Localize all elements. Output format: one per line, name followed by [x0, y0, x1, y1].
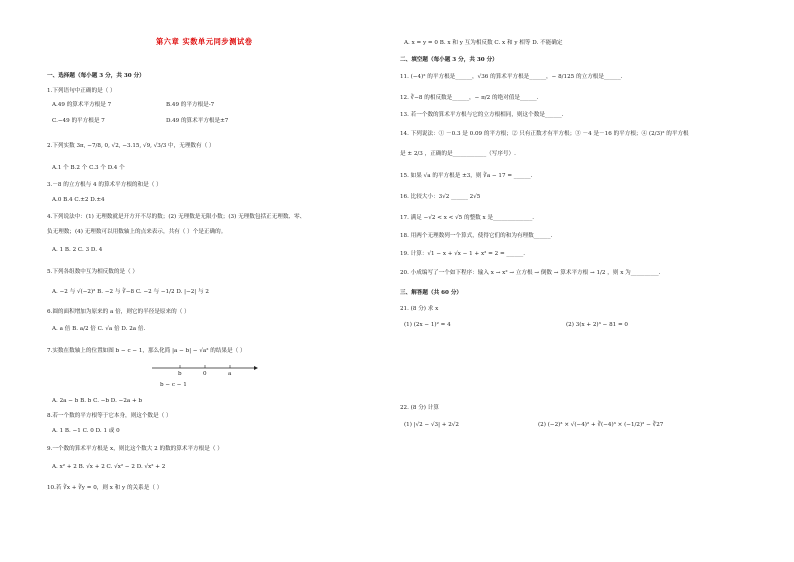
question-14-line-2: 是 ± 2/3 ，正确的是____________（写序号）.: [400, 151, 516, 157]
question-6-options: A. a 倍 B. a/2 倍 C. √a 倍 D. 2a 倍.: [52, 326, 146, 332]
question-10-options: A. x = y = 0 B. x 和 y 互为相反数 C. x 和 y 相等 D. 不能确定: [404, 40, 563, 46]
question-22: 22. (8 分) 计算: [400, 405, 439, 411]
question-8-options: A. 1 B. −1 C. 0 D. 1 或 0: [52, 428, 120, 434]
section-heading-fill: 二、填空题（每小题 3 分，共 30 分）: [400, 57, 498, 63]
question-18: 18. 用两个无理数列一个算式，使得它们的和为有理数______.: [400, 233, 553, 239]
section-heading-solve: 三、解答题（共 60 分）: [400, 290, 463, 296]
question-7: 7.实数在数轴上的位置如图 b − c − 1，那么化简 |a − b| − √a² 的结果是（ ）: [47, 348, 246, 354]
question-21-part-2: (2) 3(x + 2)³ − 81 = 0: [566, 322, 628, 328]
axis-arrow: [254, 366, 258, 370]
question-21-part-1: (1) (2x − 1)² = 4: [404, 322, 451, 328]
question-16: 16. 比较大小：3√2 ______ 2√5: [400, 194, 481, 200]
axis-label-b: b: [178, 371, 182, 377]
option-d: D.49 的算术平方根是±7: [166, 118, 229, 124]
question-4-line-1: 4.下列说法中：(1) 无理数就是开方开不尽的数；(2) 无理数是无限小数；(3) 无理数包括正无理数、零、: [47, 214, 306, 220]
question-8: 8.若一个数的平方根等于它本身，则这个数是（ ）: [47, 413, 172, 419]
question-9-options: A. x² + 2 B. √x + 2 C. √x² − 2 D. √x² + 2: [52, 464, 166, 470]
axis-bottom-label: b − c − 1: [160, 382, 187, 388]
question-5: 5.下列各组数中互为相反数的是（ ）: [47, 269, 139, 275]
question-7-options: A. 2a − b B. b C. −b D. −2a + b: [52, 398, 143, 404]
option-a: A.49 的算术平方根是 7: [52, 102, 112, 108]
option-c: C.−49 的平方根是 7: [52, 118, 105, 124]
question-1: 1.下列语句中正确的是（ ）: [47, 88, 116, 94]
question-22-part-2: (2) (−2)³ × √(−4)² + ∛(−4)³ × (−1/2)² − ∛27: [538, 422, 664, 428]
question-2: 2.下列实数 3π, −7/8, 0, √2, −3.15, √9, √3/3 中，无理数有（ ）: [47, 143, 215, 149]
question-22-part-1: (1) |√2 − √3| + 2√2: [404, 422, 459, 428]
question-13: 13. 若一个数的算术平方根与它的立方根相同，则这个数是______.: [400, 112, 564, 118]
question-4-options: A. 1 B. 2 C. 3 D. 4: [52, 247, 103, 253]
option-b: B.49 的平方根是-7: [166, 102, 215, 108]
question-20: 20. 小成编写了一个如下程序：输入 x → x² → 立方根 → 倒数 → 算术平方根 → 1/2 ，则 x 为__________.: [400, 270, 661, 276]
axis-label-a: a: [228, 371, 232, 377]
question-2-options: A.1 个 B.2 个 C.3 个 D.4 个: [52, 165, 125, 171]
page-title: 第六章 实数单元同步测试卷: [156, 37, 253, 46]
question-15: 15. 如果 √a 的平方根是 ±3，则 ∛a − 17 = ______.: [400, 173, 533, 179]
question-9: 9.一个数的算术平方根是 x，则比这个数大 2 的数的算术平方根是（ ）: [47, 446, 223, 452]
question-10: 10.若 ∛x + ∛y = 0，则 x 和 y 的关系是（ ）: [47, 485, 163, 491]
question-3: 3.－8 的立方根与 4 的算术平方根的和是（ ）: [47, 182, 162, 188]
question-5-options: A. −2 与 √(−2)² B. −2 与 ∛−8 C. −2 与 −1/2 D. |−2| 与 2: [52, 289, 209, 295]
question-14-line-1: 14. 下列说法：① －0.3 是 0.09 的平方根；② 只有正数才有平方根；③ －4 是－16 的平方根；④ (2/3)² 的平方根: [400, 131, 689, 137]
question-11: 11. (−4)² 的平方根是______，√36 的算术平方根是______，− 8/125 的立方根是______.: [400, 74, 623, 80]
section-heading-choice: 一、选择题（每小题 3 分，共 30 分）: [47, 73, 145, 79]
question-12: 12. ∛−8 的相反数是______，− π/2 的绝对值是______.: [400, 95, 539, 101]
question-19: 19. 计算：√1 − x + √x − 1 + x² = 2 = ______.: [400, 251, 525, 257]
question-17: 17. 满足 −√2 < x < √5 的整数 x 是______________.: [400, 215, 535, 221]
axis-label-0: 0: [203, 371, 207, 377]
question-21: 21. (8 分) 求 x: [400, 306, 439, 312]
question-3-options: A.0 B.4 C.±2 D.±4: [52, 197, 105, 203]
question-6: 6.圆的面积增加为原来的 a 倍，则它的半径是原来的（ ）: [47, 309, 190, 315]
question-4-line-2: 负无理数；(4) 无理数可以用数轴上的点来表示，共有（ ）个是正确的。: [47, 229, 227, 235]
